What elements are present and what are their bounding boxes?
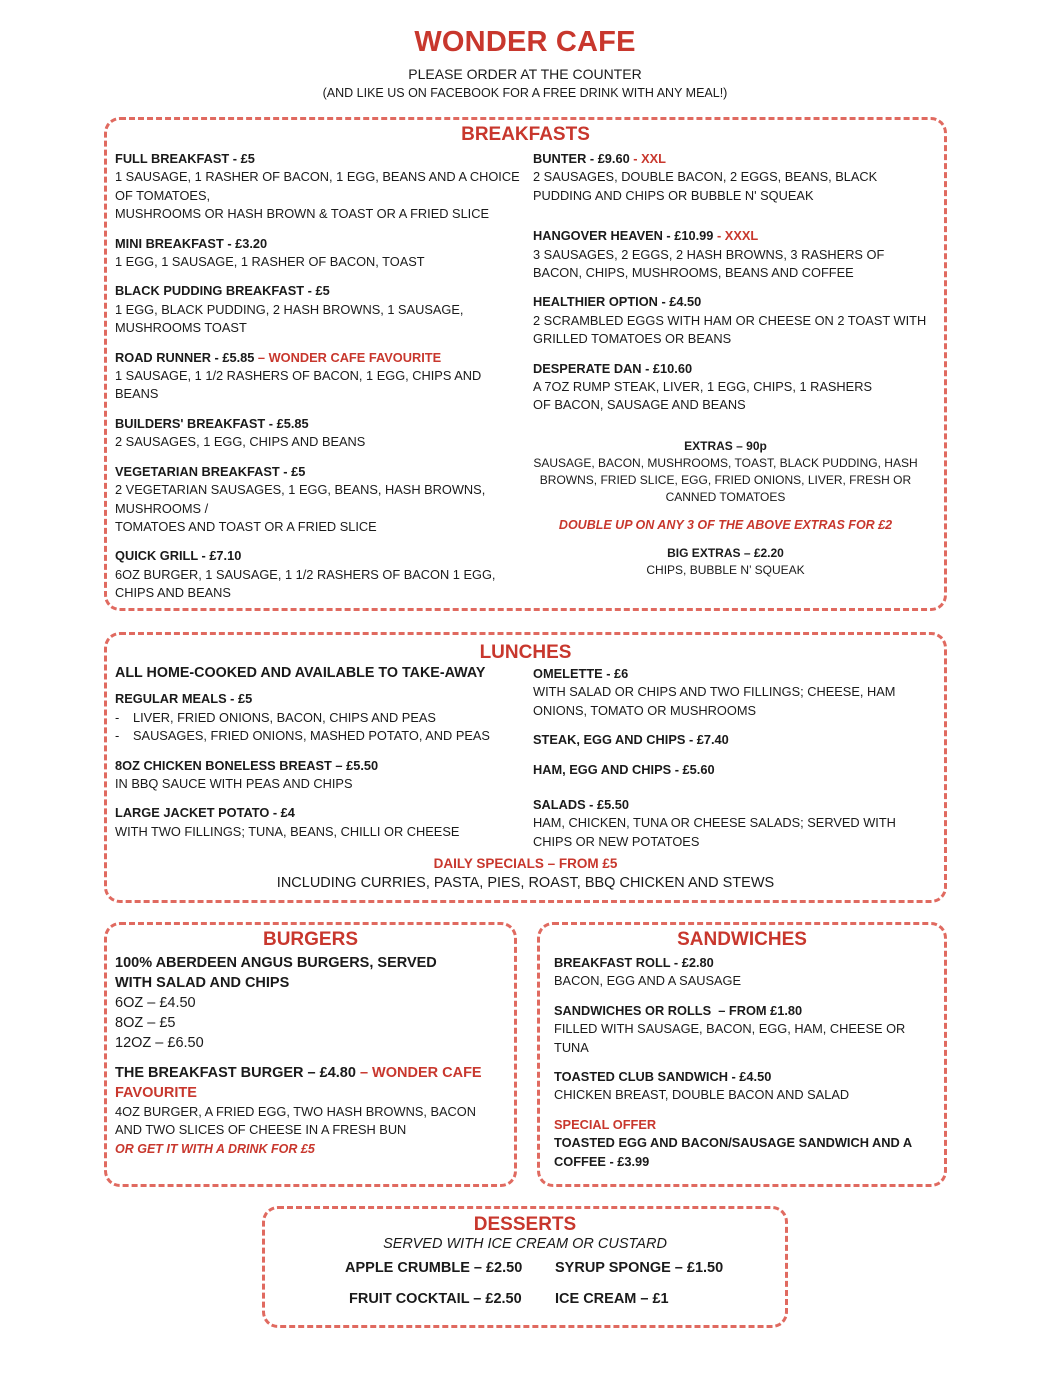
lunches-intro: ALL HOME-COOKED AND AVAILABLE TO TAKE-AWAY [115,665,486,681]
item-desc: WITH TWO FILLINGS; TUNA, BEANS, CHILLI OR CHEESE [115,823,460,839]
item-name: BUILDERS' BREAKFAST - £5.85 [115,415,309,431]
order-instruction: PLEASE ORDER AT THE COUNTER [408,66,642,82]
item-name: TOASTED CLUB SANDWICH - £4.50 [554,1069,772,1085]
item-desc: FILLED WITH SAUSAGE, BACON, EGG, HAM, CHEESE OR TUNA [554,1021,906,1055]
burger-drink-offer: OR GET IT WITH A DRINK FOR £5 [115,1141,315,1156]
menu-item-ham-egg-chips [533,761,928,779]
menu-item-sandwiches-rolls [554,1002,929,1057]
item-name: ROAD RUNNER - £5.85 – WONDER CAFE FAVOURITE [115,349,442,365]
menu-item-bunter [533,150,928,205]
burger-sizes [115,993,490,1053]
size-tag: - XXXL [713,228,759,244]
item-name: BLACK PUDDING BREAKFAST - £5 [115,283,330,299]
item-desc: 2 SCRAMBLED EGGS WITH HAM OR CHEESE ON 2 TOAST WITH GRILLED TOMATOES OR BEANS [533,312,927,347]
item-name: HANGOVER HEAVEN - £10.99 - XXXL [533,228,759,244]
double-up-offer: DOUBLE UP ON ANY 3 OF THE ABOVE EXTRAS FOR £2 [558,518,893,532]
menu-item-omelette [533,665,928,720]
item-name: HEALTHIER OPTION - £4.50 [533,294,702,310]
item-name: MINI BREAKFAST - £3.20 [115,235,268,251]
item-name: BREAKFAST ROLL - £2.80 [554,955,714,970]
item-name: BUNTER - £9.60 - XXL [533,151,666,166]
burgers-content [115,953,490,1158]
list-item: - SAUSAGES, FRIED ONIONS, MASHED POTATO, AND PEAS [115,727,520,745]
item-desc: 1 SAUSAGE, 1 1/2 RASHERS OF BACON, 1 EGG, CHIPS AND BEANS [115,368,482,402]
breakfasts-title: BREAKFASTS [461,124,590,145]
menu-item-steak-egg-chips [533,731,928,749]
item-desc: 2 SAUSAGES, 1 EGG, CHIPS AND BEANS [115,434,366,450]
breakfast-burger-name: THE BREAKFAST BURGER – £4.80 – WONDER CAFE FAVOURITE [115,1065,482,1101]
menu-item-builders-breakfast [115,415,520,452]
daily-specials-title: DAILY SPECIALS – FROM £5 [433,856,618,871]
sandwiches-title: SANDWICHES [677,929,807,950]
menu-item-desperate-dan [533,360,928,415]
item-name: HAM, EGG AND CHIPS - £5.60 [533,761,715,777]
menu-item-full-breakfast [115,150,520,224]
item-name: LARGE JACKET POTATO - £4 [115,805,295,821]
breakfast-burger-desc: 4OZ BURGER, A FRIED EGG, TWO HASH BROWNS, BACON AND TWO SLICES OF CHEESE IN A FRESH BUN [115,1104,476,1138]
lunches-left-column [115,664,520,852]
cafe-title: WONDER CAFE [414,26,636,58]
item-name: QUICK GRILL - £7.10 [115,548,242,564]
item-desc: A 7OZ RUMP STEAK, LIVER, 1 EGG, CHIPS, 1 RASHERS OF BACON, SAUSAGE AND BEANS [533,379,872,413]
item-name: VEGETARIAN BREAKFAST - £5 [115,463,306,479]
item-desc: 2 VEGETARIAN SAUSAGES, 1 EGG, BEANS, HASH BROWNS, MUSHROOMS / [115,482,486,516]
extras-list: SAUSAGE, BACON, MUSHROOMS, TOAST, BLACK PUDDING, HASH BROWNS, FRIED SLICE, EGG, FRIED ONIONS, LIVER, FRESH OR CANNED TOMATOES [533,456,918,504]
dessert-ice-cream: ICE CREAM – £1 [555,1291,669,1307]
item-desc: BACON, EGG AND A SAUSAGE [554,973,742,989]
menu-item-healthier-option [533,293,928,348]
item-desc: CHICKEN BREAST, DOUBLE BACON AND SALAD [554,1087,850,1103]
item-name: DESPERATE DAN - £10.60 [533,360,693,376]
item-desc: HAM, CHICKEN, TUNA OR CHEESE SALADS; SERVED WITH CHIPS OR NEW POTATOES [533,815,896,849]
breakfasts-right-column [533,150,928,426]
size-tag: - XXL [629,151,666,166]
burger-size-6oz: 6OZ – £4.50 [115,995,196,1011]
menu-item-regular-meals [115,690,520,745]
breakfasts-left-column [115,150,520,614]
menu-item-black-pudding-breakfast [115,282,520,337]
favourite-tag: – WONDER CAFE FAVOURITE [254,349,442,365]
dessert-fruit-cocktail: FRUIT COCKTAIL – £2.50 [349,1291,522,1307]
item-desc: TOMATOES AND TOAST OR A FRIED SLICE [115,518,377,534]
menu-item-breakfast-roll [554,954,929,991]
daily-specials [104,855,947,893]
item-desc: 6OZ BURGER, 1 SAUSAGE, 1 1/2 RASHERS OF BACON 1 EGG, CHIPS AND BEANS [115,566,496,601]
breakfast-extras [533,438,918,579]
regular-meals-list [115,709,520,746]
menu-item-club-sandwich [554,1068,929,1105]
item-desc: 1 SAUSAGE, 1 RASHER OF BACON, 1 EGG, BEANS AND A CHOICE OF TOMATOES, [115,169,520,203]
menu-item-road-runner [115,349,520,404]
burger-size-8oz: 8OZ – £5 [115,1015,176,1031]
item-desc: MUSHROOMS OR HASH BROWN & TOAST OR A FRIED SLICE [115,206,490,222]
list-item: - LIVER, FRIED ONIONS, BACON, CHIPS AND PEAS [115,709,520,727]
desserts-title: DESSERTS [473,1214,577,1235]
item-name: SALADS - £5.50 [533,797,630,813]
item-name: STEAK, EGG AND CHIPS - £7.40 [533,732,729,748]
sandwiches-content [554,954,929,1182]
item-name: SANDWICHES OR ROLLS – FROM £1.80 [554,1002,803,1018]
favourite-tag: – WONDER CAFE FAVOURITE [115,1065,482,1101]
item-name: 8OZ CHICKEN BONELESS BREAST – £5.50 [115,757,379,773]
special-offer-label: SPECIAL OFFER [554,1116,657,1132]
lunches-title: LUNCHES [479,642,572,663]
special-offer-text: TOASTED EGG AND BACON/SAUSAGE SANDWICH AND A COFFEE - £3.99 [554,1135,912,1169]
item-name: OMELETTE - £6 [533,666,629,681]
item-desc: 1 EGG, BLACK PUDDING, 2 HASH BROWNS, 1 SAUSAGE, MUSHROOMS TOAST [115,301,464,336]
burgers-title: BURGERS [262,929,358,950]
dessert-syrup-sponge: SYRUP SPONGE – £1.50 [555,1260,724,1276]
dessert-apple-crumble: APPLE CRUMBLE – £2.50 [345,1260,523,1276]
menu-item-jacket-potato [115,804,520,841]
burger-size-12oz: 12OZ – £6.50 [115,1035,204,1051]
item-name: REGULAR MEALS - £5 [115,691,253,707]
item-desc: 3 SAUSAGES, 2 EGGS, 2 HASH BROWNS, 3 RASHERS OF BACON, CHIPS, MUSHROOMS, BEANS AND COFFEE [533,246,885,281]
menu-item-salads [533,796,928,851]
menu-item-quick-grill [115,547,520,602]
desserts-subtitle: SERVED WITH ICE CREAM OR CUSTARD [383,1236,667,1252]
item-desc: WITH SALAD OR CHIPS AND TWO FILLINGS; CHEESE, HAM ONIONS, TOMATO OR MUSHROOMS [533,684,896,718]
item-desc: 2 SAUSAGES, DOUBLE BACON, 2 EGGS, BEANS, BLACK PUDDING AND CHIPS OR BUBBLE N' SQUEAK [533,169,878,203]
item-desc: IN BBQ SAUCE WITH PEAS AND CHIPS [115,776,353,792]
item-name: FULL BREAKFAST - £5 [115,151,255,166]
daily-specials-text: INCLUDING CURRIES, PASTA, PIES, ROAST, BBQ CHICKEN AND STEWS [276,875,775,892]
item-desc: 1 EGG, 1 SAUSAGE, 1 RASHER OF BACON, TOAST [115,254,425,270]
menu-item-mini-breakfast [115,235,520,272]
facebook-note: (AND LIKE US ON FACEBOOK FOR A FREE DRINK WITH ANY MEAL!) [322,86,728,100]
menu-item-chicken-breast [115,757,520,794]
big-extras-list: CHIPS, BUBBLE N’ SQUEAK [646,563,805,577]
lunches-right-column [533,665,928,862]
big-extras-title: BIG EXTRAS – £2.20 [667,546,784,560]
menu-item-hangover-heaven [533,227,928,282]
special-offer [554,1116,929,1171]
burgers-intro: 100% ABERDEEN ANGUS BURGERS, SERVED WITH SALAD AND CHIPS [115,955,437,991]
menu-item-vegetarian-breakfast [115,463,520,537]
extras-title: EXTRAS – 90p [684,439,767,453]
